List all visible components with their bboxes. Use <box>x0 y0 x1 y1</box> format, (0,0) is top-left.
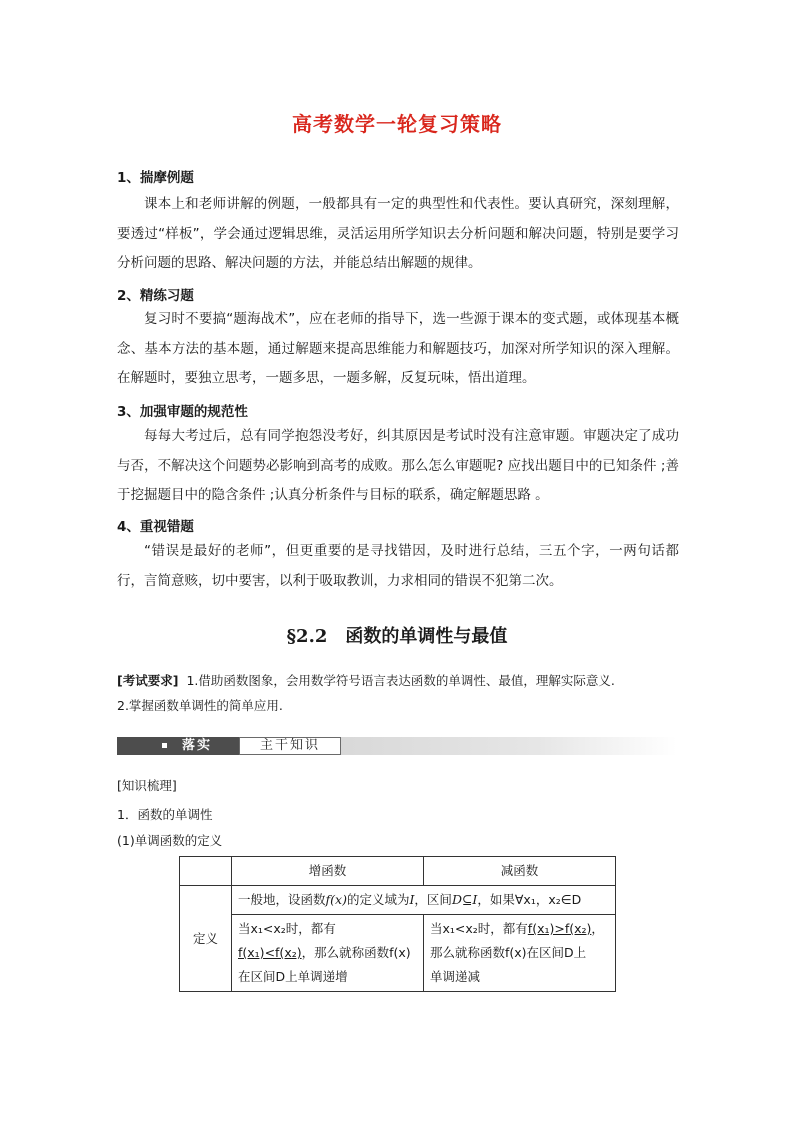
table-header-row <box>180 857 616 886</box>
common-condition-cell <box>232 886 616 915</box>
increasing-case-cell <box>232 915 424 992</box>
row-label-definition: 定义 <box>180 886 232 992</box>
dec-condition: f(x₁)>f(x₂) <box>527 921 592 936</box>
table-row-common <box>180 886 616 915</box>
banner-light-label: 主干知识 <box>239 737 341 755</box>
section-body-1: 课本上和老师讲解的例题，一般都具有一定的典型性和代表性。要认真研究，深刻理解，要透过“样板”，学会通过逻辑思维，灵活运用所学知识去分析问题和解决问题，特别是要学习分析问题的思路、解决问题的方法，并能总结出解题的规律。 <box>117 196 679 271</box>
square-bullet-icon <box>162 743 167 748</box>
header-decreasing: 减函数 <box>424 857 616 886</box>
inc-line2: ，那么就称函数f(x) <box>301 945 411 960</box>
dec-line3: 单调递减 <box>430 969 481 984</box>
table-row-cases <box>180 915 616 992</box>
inc-line3: 在区间D上单调递增 <box>238 969 348 984</box>
knowledge-item-1: 1．函数的单调性 <box>117 807 213 822</box>
common-post: ，如果∀x₁，x₂∈D <box>477 892 582 907</box>
common-mid2: ，区间 <box>414 892 452 907</box>
exam-requirements <box>117 668 682 718</box>
knowledge-tag: [知识梳理] <box>117 778 177 793</box>
section-heading-1: 1、揣摩例题 <box>117 170 194 186</box>
common-mid: 的定义域为 <box>346 892 410 907</box>
section-heading-2: 2、精练习题 <box>117 288 194 304</box>
inc-line1: 当x₁<x₂时，都有 <box>238 921 336 936</box>
common-fx: f(x) <box>325 892 347 907</box>
table-corner-cell <box>180 857 232 886</box>
section-heading-4: 4、重视错题 <box>117 519 194 535</box>
section-heading-3: 3、加强审题的规范性 <box>117 404 248 420</box>
exam-req-line1: 1.借助函数图象，会用数学符号语言表达函数的单调性、最值，理解实际意义. <box>186 673 615 688</box>
dec-line1: 当x₁<x₂时，都有 <box>430 921 528 936</box>
dec-line2: 那么就称函数f(x)在区间D上 <box>430 945 587 960</box>
chapter-heading: §2.2 函数的单调性与最值 <box>286 626 508 647</box>
common-interval-D: D⊆I <box>451 892 478 907</box>
section-banner <box>117 737 677 755</box>
dec-line1-end: ， <box>591 921 604 936</box>
banner-dark-block <box>117 737 239 755</box>
header-increasing: 增函数 <box>232 857 424 886</box>
common-domain-I: I <box>409 892 415 907</box>
common-pre: 一般地，设函数 <box>238 892 326 907</box>
exam-req-line2: 2.掌握函数单调性的简单应用. <box>117 698 283 713</box>
inc-condition: f(x₁)<f(x₂) <box>238 945 302 960</box>
monotonic-definition-table <box>179 856 616 992</box>
exam-req-tag: [考试要求] <box>117 673 179 688</box>
section-body-4: “错误是最好的老师”，但更重要的是寻找错因，及时进行总结，三五个字，一两句话都行，言简意赅，切中要害，以利于吸取教训，力求相同的错误不犯第二次。 <box>117 543 679 589</box>
knowledge-item-1-sub: (1)单调函数的定义 <box>117 833 223 848</box>
section-body-3: 每每大考过后，总有同学抱怨没考好，纠其原因是考试时没有注意审题。审题决定了成功与否，不解决这个问题势必影响到高考的成败。那么怎么审题呢? 应找出题目中的已知条件 ;善于挖掘题目中的隐含条件 ;认真分析条件与目标的联系，确定解题思路 。 <box>117 428 679 503</box>
document-title: 高考数学一轮复习策略 <box>292 112 502 136</box>
decreasing-case-cell <box>424 915 616 992</box>
banner-dark-label: 落实 <box>182 738 213 753</box>
section-body-2: 复习时不要搞“题海战术”，应在老师的指导下，选一些源于课本的变式题，或体现基本概念、基本方法的基本题，通过解题来提高思维能力和解题技巧，加深对所学知识的深入理解。在解题时，要独立思考，一题多思，一题多解，反复玩味，悟出道理。 <box>117 311 679 386</box>
